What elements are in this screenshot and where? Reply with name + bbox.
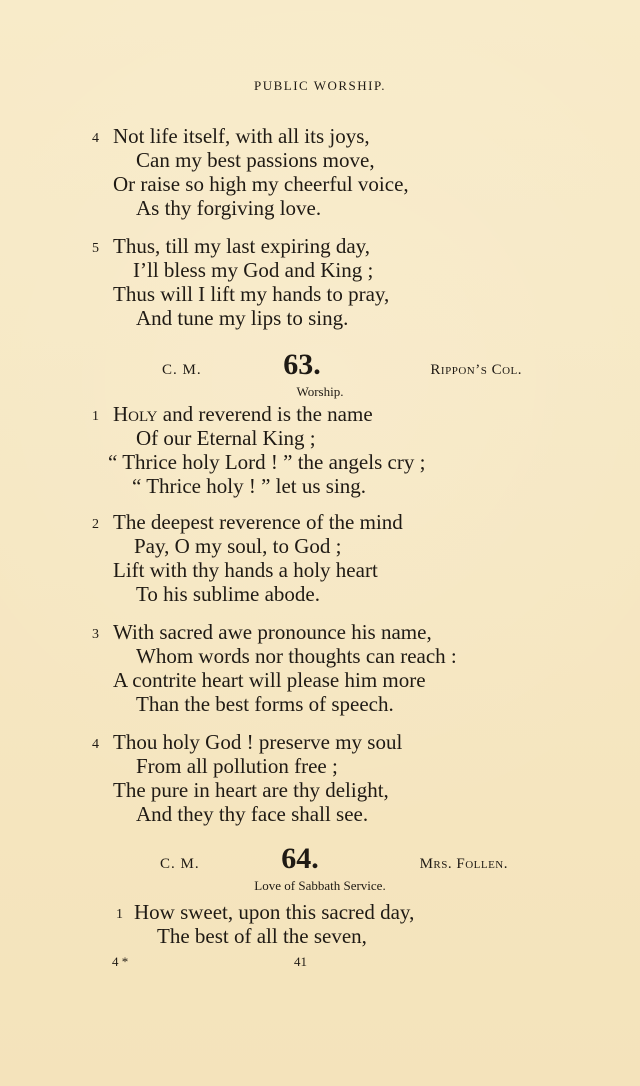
verse-line: Not life itself, with all its joys, <box>113 124 370 148</box>
verse-line: Can my best passions move, <box>136 148 375 172</box>
verse-number: 4 <box>92 131 99 146</box>
verse-line: A contrite heart will please him more <box>113 668 426 692</box>
verse-line: Or raise so high my cheerful voice, <box>113 172 409 196</box>
verse-line: The pure in heart are thy delight, <box>113 778 389 802</box>
verse-number: 3 <box>92 627 99 642</box>
hymn-meter: C. M. <box>160 856 200 872</box>
verse-line: As thy forgiving love. <box>136 196 322 220</box>
running-head: PUBLIC WORSHIP. <box>253 78 387 93</box>
verse-number: 5 <box>92 241 99 256</box>
signature-mark: 4 * <box>112 954 129 969</box>
hymn-subject: Worship. <box>296 384 344 399</box>
verse-line: To his sublime abode. <box>136 582 321 606</box>
verse-line: “ Thrice holy Lord ! ” the angels cry ; <box>108 450 426 474</box>
verse-line: Of our Eternal King ; <box>136 426 316 450</box>
verse-line: And tune my lips to sing. <box>136 306 349 330</box>
verse-line: And they thy face shall see. <box>136 802 369 826</box>
verse-line: From all pollution free ; <box>136 754 338 778</box>
verse-line: With sacred awe pronounce his name, <box>113 620 432 644</box>
verse-number: 1 <box>92 409 99 424</box>
verse-line: The best of all the seven, <box>157 924 367 948</box>
hymn-number: 64. <box>281 842 319 875</box>
first-word: Holy <box>113 402 158 426</box>
verse-line: The deepest reverence of the mind <box>113 510 403 534</box>
hymn-source: Rippon’s Col. <box>430 362 522 378</box>
verse-line: Thus, till my last expiring day, <box>113 234 371 258</box>
hymn-meter: C. M. <box>162 362 202 378</box>
verse-line: I’ll bless my God and King ; <box>133 258 374 282</box>
verse-first-line <box>113 404 373 425</box>
verse-line: Than the best forms of speech. <box>136 692 394 716</box>
hymn-source: Mrs. Follen. <box>419 856 508 872</box>
verse-line: Thou holy God ! preserve my soul <box>113 730 403 754</box>
hymn-number: 63. <box>283 348 321 381</box>
verse-line: How sweet, upon this sacred day, <box>134 900 415 924</box>
verse-line: Thus will I lift my hands to pray, <box>113 282 390 306</box>
verse-number: 1 <box>116 907 123 922</box>
first-line-rest: and reverend is the name <box>157 402 373 426</box>
hymn-64-heading <box>0 842 640 882</box>
page-number: 41 <box>294 954 307 969</box>
verse-line: Pay, O my soul, to God ; <box>134 534 342 558</box>
hymn-subject: Love of Sabbath Service. <box>254 878 386 893</box>
hymn-63-heading <box>0 348 640 388</box>
verse-number: 4 <box>92 737 99 752</box>
verse-number: 2 <box>92 517 99 532</box>
verse-line: Whom words nor thoughts can reach : <box>136 644 457 668</box>
verse-line: “ Thrice holy ! ” let us sing. <box>132 474 367 498</box>
verse-line: Lift with thy hands a holy heart <box>113 558 378 582</box>
